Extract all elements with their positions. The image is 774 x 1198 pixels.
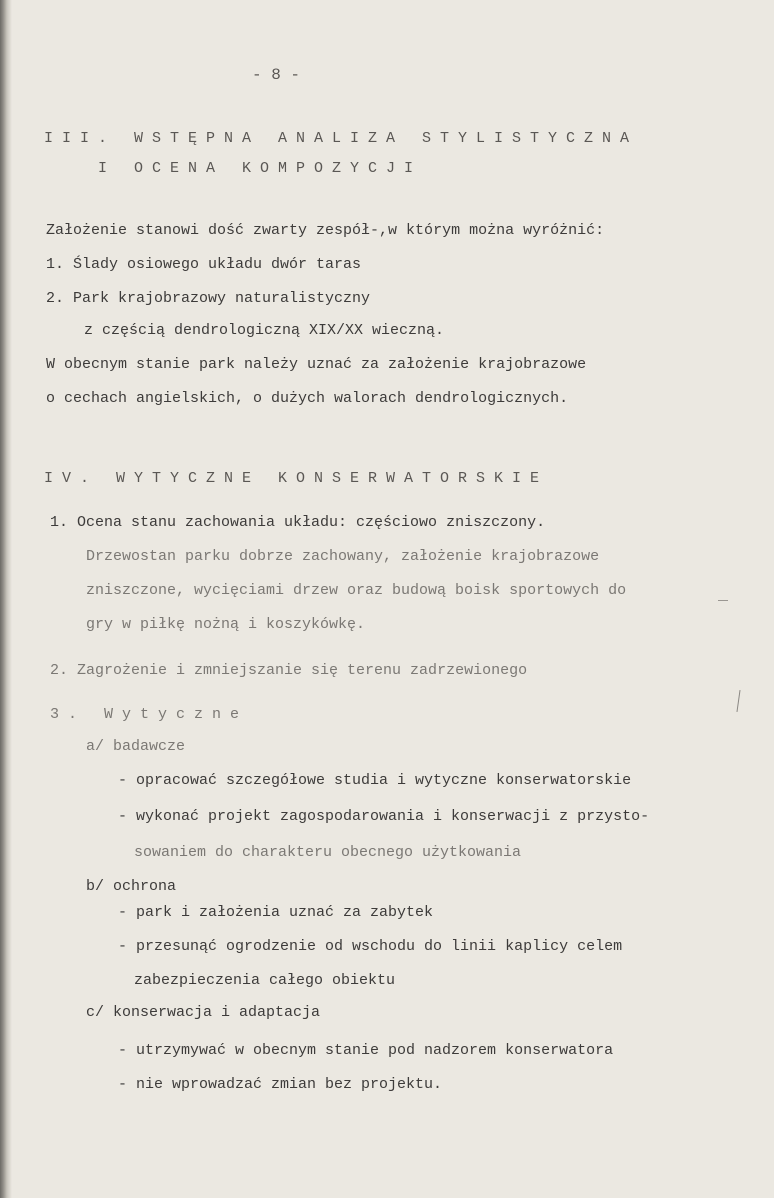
guideline-c-label: c/ konserwacja i adaptacja — [86, 1004, 321, 1021]
section3-heading-line2: I OCENA KOMPOZYCJI — [98, 160, 423, 177]
section4-item1-line1: 1. Ocena stanu zachowania układu: częściowo zniszczony. — [50, 514, 546, 531]
section4-item2: 2. Zagrożenie i zmniejszanie się terenu zadrzewionego — [50, 662, 528, 679]
section3-item2-line2: z częścią dendrologiczną XIX/XX wieczną. — [84, 322, 445, 339]
guideline-a-point2-line1: - wykonać projekt zagospodarowania i konserwacji z przysto- — [118, 808, 650, 825]
section4-item3-heading: 3. Wytyczne — [50, 706, 249, 723]
guideline-b-point2-line1: - przesunąć ogrodzenie od wschodu do linii kaplicy celem — [118, 938, 623, 955]
guideline-a-point1: - opracować szczegółowe studia i wytyczne konserwatorskie — [118, 772, 632, 789]
guideline-a-label: a/ badawcze — [86, 738, 186, 755]
guideline-c-point1: - utrzymywać w obecnym stanie pod nadzorem konserwatora — [118, 1042, 614, 1059]
guideline-a-point2-line2: sowaniem do charakteru obecnego użytkowania — [134, 844, 522, 861]
page-number: - 8 - — [252, 66, 301, 84]
scan-left-edge — [0, 0, 12, 1198]
section3-summary-line2: o cechach angielskich, o dużych walorach dendrologicznych. — [46, 390, 569, 407]
pen-mark-small — [718, 600, 728, 601]
section4-item1-line2: Drzewostan parku dobrze zachowany, założenie krajobrazowe — [86, 548, 600, 565]
guideline-b-point2-line2: zabezpieczenia całego obiektu — [134, 972, 396, 989]
section3-summary-line1: W obecnym stanie park należy uznać za założenie krajobrazowe — [46, 356, 587, 373]
section4-item1-line4: gry w piłkę nożną i koszykówkę. — [86, 616, 366, 633]
guideline-b-point1: - park i założenia uznać za zabytek — [118, 904, 434, 921]
section3-intro: Założenie stanowi dość zwarty zespół-,w którym można wyróżnić: — [46, 222, 605, 239]
guideline-b-label: b/ ochrona — [86, 878, 177, 895]
section3-item2-line1: 2. Park krajobrazowy naturalistyczny — [46, 290, 371, 307]
section4-item1-line3: zniszczone, wycięciami drzew oraz budową boisk sportowych do — [86, 582, 627, 599]
section3-item1: 1. Ślady osiowego układu dwór taras — [46, 256, 362, 273]
section4-heading: IV. WYTYCZNE KONSERWATORSKIE — [44, 470, 549, 487]
guideline-c-point2: - nie wprowadzać zmian bez projektu. — [118, 1076, 443, 1093]
pen-mark — [736, 690, 740, 712]
section3-heading-line1: III. WSTĘPNA ANALIZA STYLISTYCZNA — [44, 130, 639, 147]
